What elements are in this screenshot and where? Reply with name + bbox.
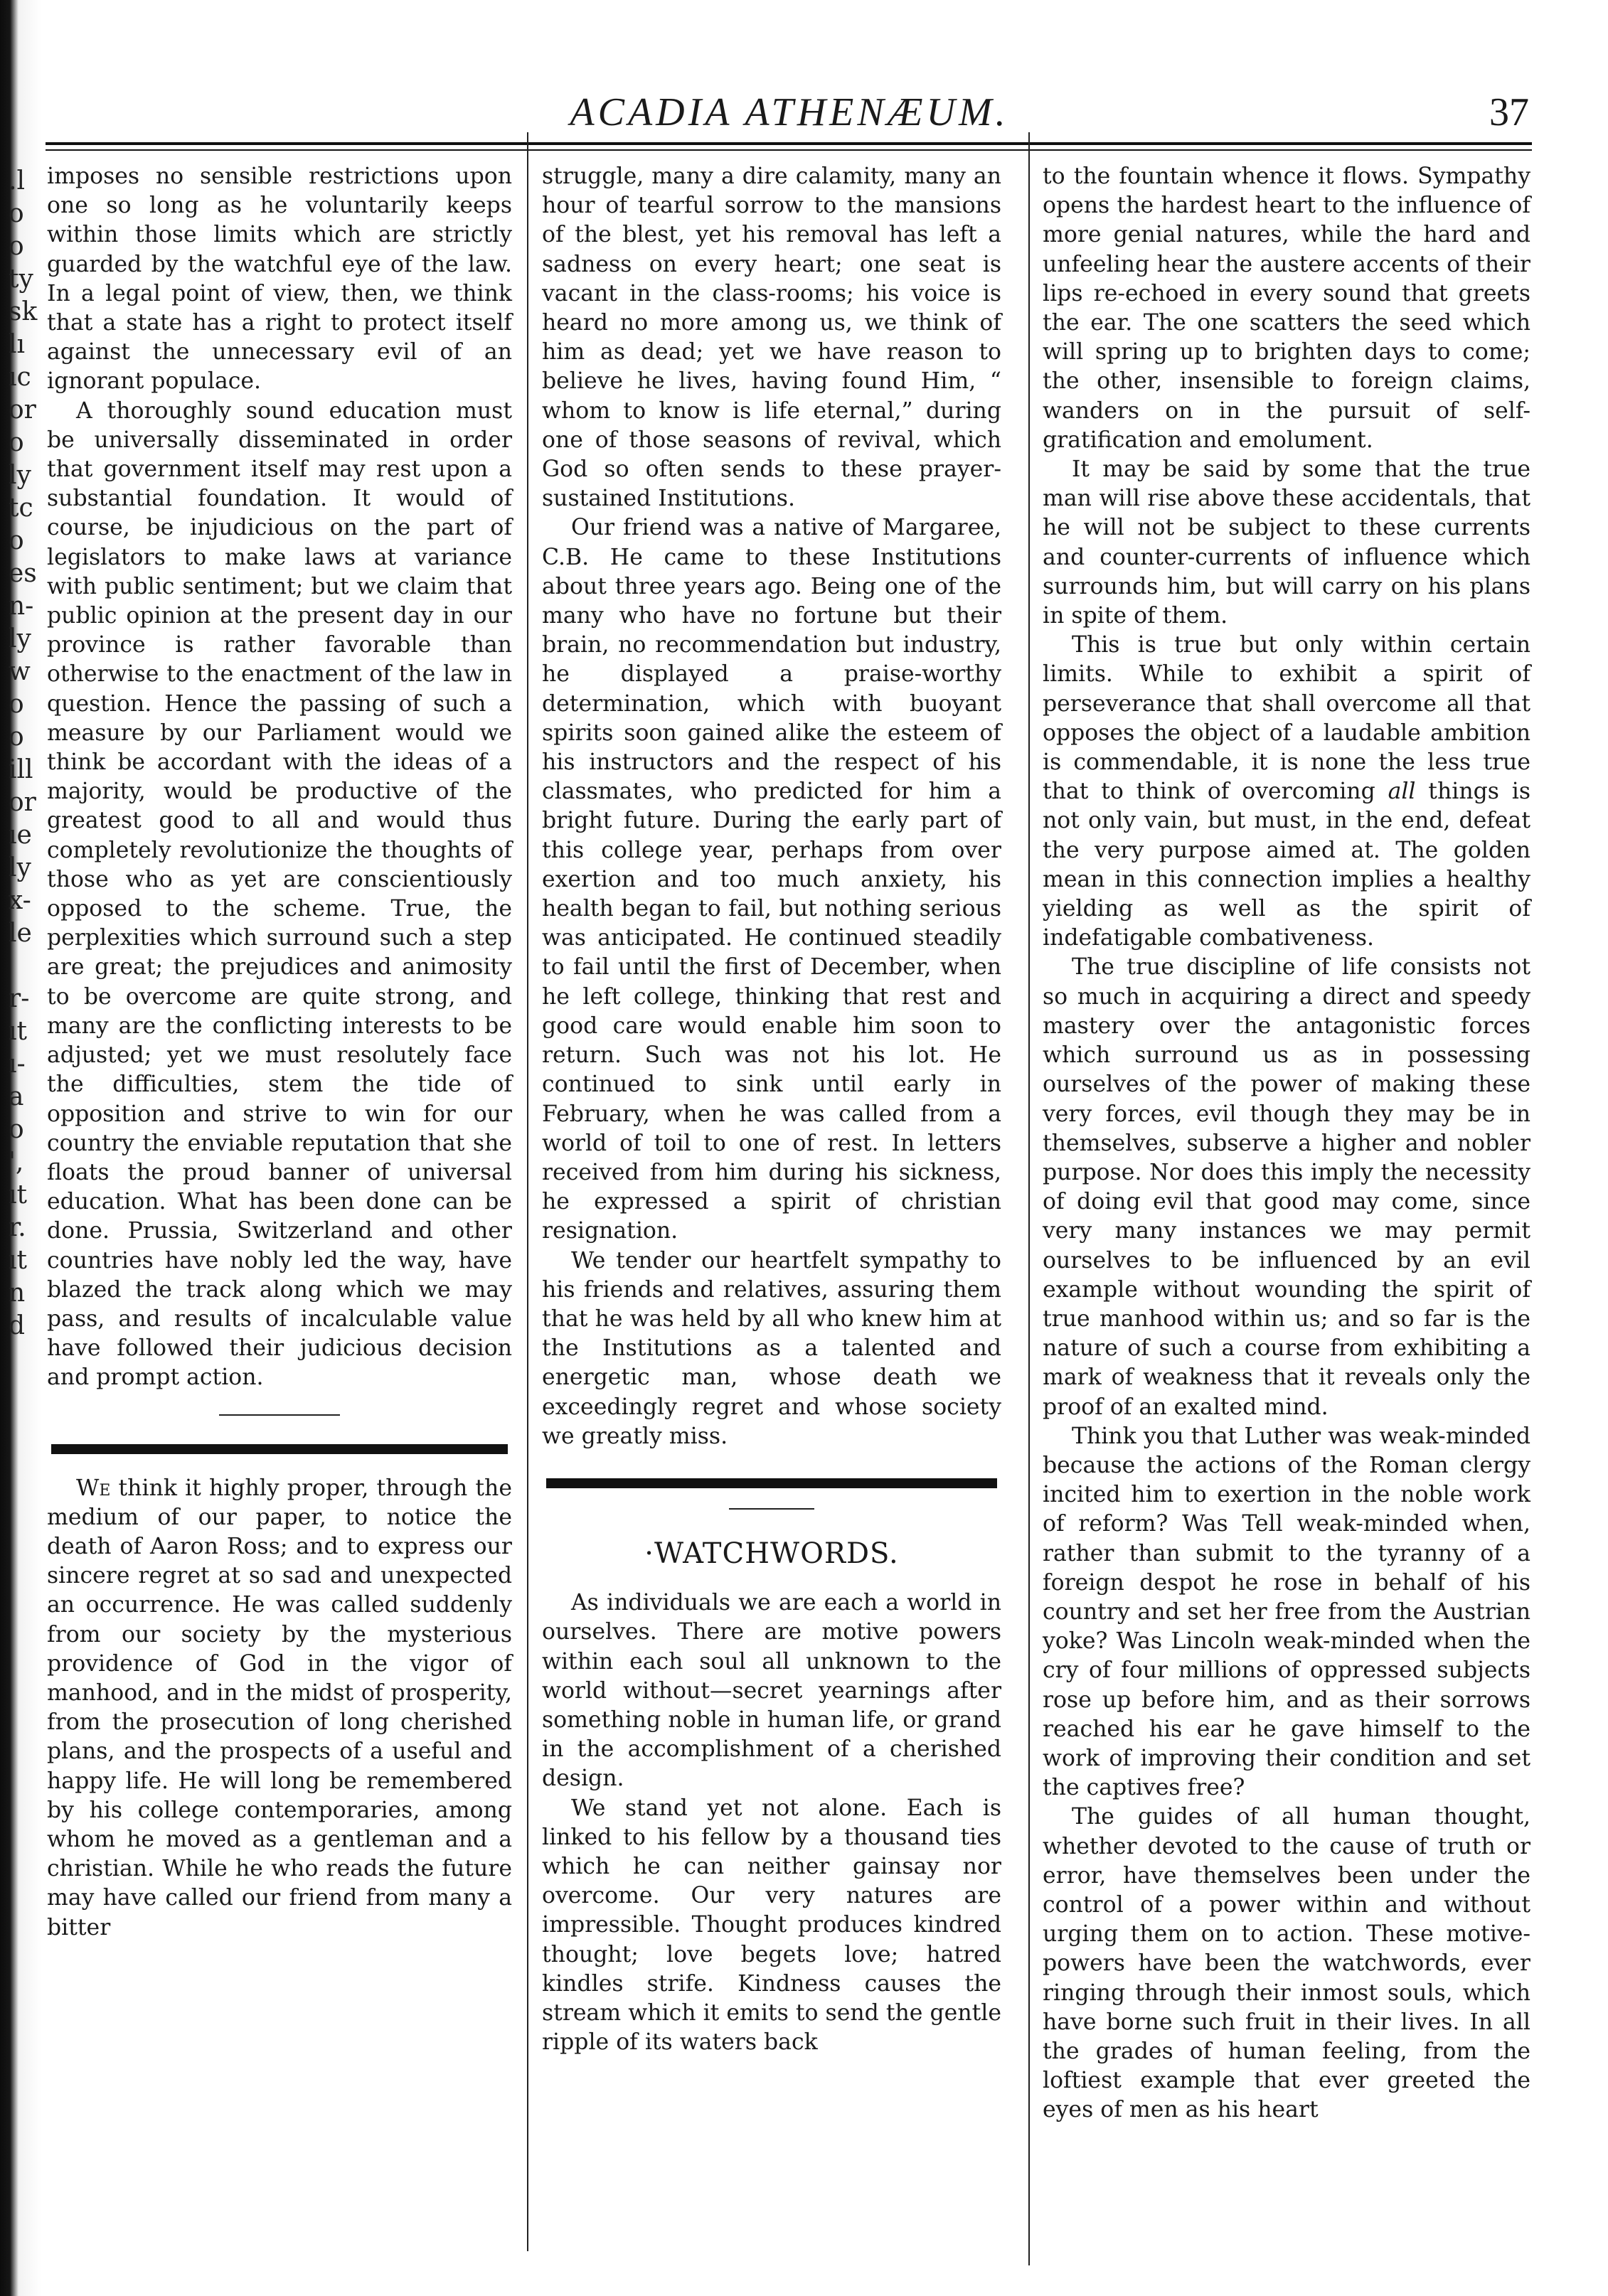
- essay-paragraph: [1043, 631, 1530, 953]
- column-divider-1: [527, 132, 528, 2251]
- section-title: ·WATCHWORDS.: [644, 1537, 899, 1570]
- essay-paragraph: It may be said by some that the true man will rise above these accidentals, that he will not be subject to these currents and counter-currents of influence which surrounds him, but will carry on his plans in spite of them.: [1043, 456, 1530, 629]
- obituary-paragraph: struggle, many a dire calamity, many an hour of tearful sorrow to the mansions of the blest, yet his removal has left a sadness on every heart; one seat is vacant in the class-rooms; his voice is heard no more among us, we think of him as dead; yet we have reason to believe he lives, having found Him, “ whom to know is life eternal,” during one of those seasons of revival, which God so often sends to these prayer-sustained Institutions.: [542, 164, 1001, 512]
- essay-text: things is not only vain, but must, in the end, defeat the very purpose aimed at. The golden mean in this connection implies a healthy yielding as well as the spirit of indefatigable combativeness.: [1043, 779, 1531, 951]
- obituary-paragraph: We tender our heartfelt sympathy to his friends and relatives, assuring them that he was held by all who knew him at the Institutions as a talented and energetic man, whose death we exceedingly regret and whose society we greatly miss.: [542, 1247, 1001, 1449]
- header-rule: [46, 142, 1532, 145]
- essay-paragraph: As individuals we are each a world in ourselves. There are motive powers within each soul all unknown to the world without—secret yearnings after something noble in human life, or grand in the accomplishment of a cherished design.: [542, 1590, 1001, 1792]
- title-rule: [729, 1508, 814, 1510]
- section-divider-bar: [546, 1478, 997, 1488]
- section-divider-bar: [51, 1444, 508, 1454]
- column-divider-2: [1028, 132, 1030, 2265]
- obituary-paragraph: [47, 1474, 512, 1943]
- column-3: [1043, 162, 1530, 2125]
- emphasis: all: [1388, 779, 1416, 805]
- article-paragraph: A thoroughly sound education must be universally disseminated in order that government itself may rest upon a substantial foundation. It would of course, be injudicious on the part of legislators to make laws at variance with public sentiment; but we claim that public opinion at the present day in our province is rather favorable than otherwise to the enactment of the law in question. Hence the passing of such a measure by our Parliament would we think be accordant with the ideas of a majority, would be productive of the greatest good to all and would thus completely revolutionize the thoughts of those who as yet are conscientiously opposed to the scheme. True, the perplexities which surround such a step are great; the prejudices and animosity to be overcome are quite strong, and many are the conflicting interests to be adjusted; yet we must resolutely face the difficulties, stem the tide of opposition and strive to win for our country the enviable reputation that she floats the proud banner of universal education. What has been done can be done. Prussia, Switzerland and other countries have nobly led the way, have blazed the track along which we may pass, and results of incalculable value have followed their judicious decision and prompt action.: [47, 397, 512, 1391]
- header-rule-thin: [46, 149, 1532, 151]
- obituary-paragraph: Our friend was a native of Margaree, C.B. He came to these Institutions about three years ago. Being one of the many who have no fortune but their brain, no recommendation but industry, he displayed a praise-worthy determination, which with buoyant spirits soon gained alike the esteem of his instructors and the respect of his classmates, who predicted for him a bright future. During the early part of this college year, perhaps from over exertion and too much anxiety, his health began to fail, but nothing serious was anticipated. He continued steadily to fail until the first of December, when he left college, thinking that rest and good care would enable him soon to return. Such was not his lot. He continued to sink until early in February, when he was called from a world of toil to one of rest. In letters received from him during his sickness, he expressed a spirit of christian resignation.: [542, 515, 1001, 1244]
- essay-paragraph: The guides of all human thought, whether devoted to the cause of truth or error, have themselves been under the control of a power within and without urging them on to action. These motive-powers have been the watchwords, ever ringing through their inmost souls, which have borne such fruit in their lives. In all the grades of human feeling, from the loftiest example that ever greeted the eyes of men as his heart: [1043, 1804, 1530, 2123]
- essay-paragraph: The true discipline of life consists not so much in acquiring a direct and speedy mastery over the antagonistic forces which surround us as in possessing ourselves of the power of making these very forces, evil though they may be in themselves, subserve a higher and nobler purpose. Nor does this imply the necessity of doing evil that good may come, since very many instances we may permit ourselves to be influenced by an evil example without wounding the spirit of true manhood within us; and so far is the nature of such a course from exhibiting a mark of weakness that it reveals only the proof of an exalted mind.: [1043, 954, 1530, 1420]
- page-number: 37: [1489, 90, 1529, 134]
- gutter-text-fragments: .l o o ty sk lı ıc or o ly tc o es n- ly w o o ill or ıe ly x- le r- ıt ı- a o ', ıt r. ıt n d: [9, 166, 38, 1340]
- essay-paragraph: We stand yet not alone. Each is linked to his fellow by a thousand ties which he can neither gainsay nor overcome. Our very natures are impressible. Thought produces kindred thought; love begets love; hatred kindles strife. Kindness causes the stream which it emits to send the gentle ripple of its waters back: [542, 1795, 1001, 2056]
- essay-paragraph: to the fountain whence it flows. Sympathy opens the hardest heart to the influence of more genial natures, while the hard and unfeeling hear the austere accents of their lips re-echoed in every sound that greets the ear. The one scatters the seed which will spring up to brighten days to come; the other, insensible to foreign claims, wanders on in the pursuit of self-gratification and emolument.: [1043, 164, 1530, 453]
- lead-word: We: [75, 1475, 111, 1501]
- column-1: [47, 162, 512, 1943]
- page-title: ACADIA ATHENÆUM.: [570, 90, 1009, 134]
- essay-paragraph: Think you that Luther was weak-minded because the actions of the Roman clergy incited him to exertion in the noble work of reform? Was Tell weak-minded when, rather than submit to the tyranny of a foreign despot he rose in behalf of his country and set her free from the Austrian yoke? Was Lincoln weak-minded when the cry of four millions of oppressed subjects rose up before him, and as their sorrows reached his ear he gave himself to the work of improving their condition and set the captives free?: [1043, 1423, 1530, 1801]
- section-separator: [219, 1414, 340, 1416]
- article-paragraph: imposes no sensible restrictions upon one so long as he voluntarily keeps within those limits which are strictly guarded by the watchful eye of the law. In a legal point of view, then, we think that a state has a right to protect itself against the unnecessary evil of an ignorant populace.: [47, 164, 512, 395]
- page-header: [50, 84, 1529, 141]
- essay-text: This is true but only within certain limits. While to exhibit a spirit of perseverance that shall overcome all that opposes the object of a laudable ambition is commendable, it is none the less true that to think of overcoming: [1043, 632, 1530, 805]
- obituary-text: think it highly proper, through the medium of our paper, to notice the death of Aaron Ross; and to express our sincere regret at so sad and unexpected an occurrence. He was called suddenly from our society by the mysterious providence of God in the vigor of manhood, and in the midst of prosperity, from the prosecution of long cherished plans, and the prospects of a useful and happy life. He will long be remembered by his college contemporaries, among whom he moved as a gentleman and a christian. While he who reads the future may have called our friend from many a bitter: [47, 1475, 512, 1940]
- column-2: [542, 162, 1001, 2057]
